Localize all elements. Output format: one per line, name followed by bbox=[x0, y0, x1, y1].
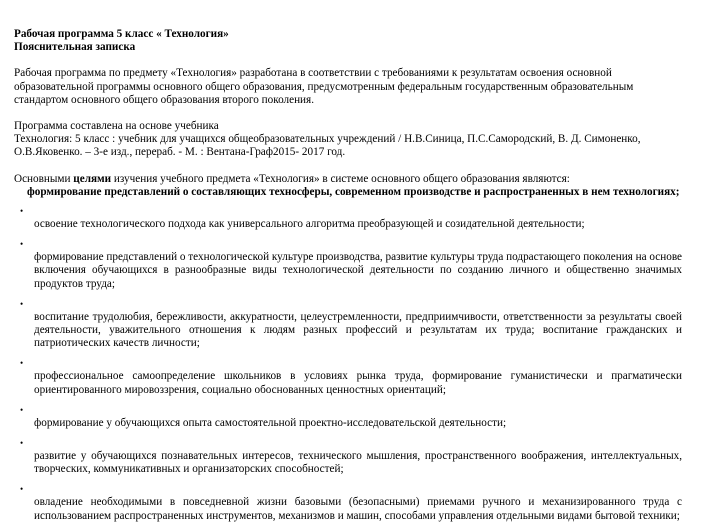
list-item: • овладение необходимыми в повседневной жизни базовыми (безопасными) приемами ручного и механизированного труда с использованием распространенных инструментов, механизмов и машин, способами управления отдельными видами бытовой техники; bbox=[14, 483, 682, 522]
bullet-icon: • bbox=[20, 404, 24, 415]
bullet-icon: • bbox=[20, 239, 24, 250]
goals-keyword: целями bbox=[73, 172, 112, 185]
goals-intro: Основными целями изучения учебного предмета «Технология» в системе основного общего образования являются: bbox=[14, 172, 570, 185]
list-item: • формирование представлений о технологической культуре производства, развитие культуры труда подрастающего поколения на основе включения обучающихся в разнообразные виды технологической деятельности по созданию личного и общественно значимых продуктов труда; bbox=[14, 238, 682, 291]
intro-paragraph: Рабочая программа по предмету «Технология» разработана в соответствии с требованиями к результатам освоения основной образовательной программы основного общего образования, предусмотренным федеральным государственным образовательным стандартом основного общего образования второго поколения. bbox=[14, 67, 634, 106]
bullet-icon: • bbox=[20, 206, 24, 217]
doc-title: Рабочая программа 5 класс « Технология» bbox=[14, 28, 229, 40]
textbook-heading: Программа составлена на основе учебника bbox=[14, 120, 219, 133]
bullet-icon: • bbox=[20, 298, 24, 309]
bullet-icon: • bbox=[20, 484, 24, 495]
list-item: • воспитание трудолюбия, бережливости, аккуратности, целеустремленности, предприимчивости, ответственности за результаты своей деятельности, уважительного отношения к людям разных профессий и результатам их труда; воспитание гражданских и патриотических качеств личности; bbox=[14, 298, 682, 351]
bullet-icon: • bbox=[20, 358, 24, 369]
bullet-icon: • bbox=[20, 438, 24, 449]
doc-subtitle: Пояснительная записка bbox=[14, 41, 136, 54]
goals-list bbox=[14, 205, 682, 523]
list-item: • развитие у обучающихся познавательных интересов, технического мышления, пространственного воображения, интеллектуальных, творческих, коммуникативных и организаторских способностей; bbox=[14, 437, 682, 476]
main-goal: формирование представлений о составляющих техносферы, современном производстве и распространенных в нем технологиях; bbox=[27, 185, 680, 198]
textbook-reference: Технология: 5 класс : учебник для учащихся общеобразовательных учреждений / Н.В.Синица, П.С.Самородский, В. Д. Симоненко, О.В.Яковенко. – 3-е изд., перераб. - М. : Вентана-Граф2015- 2017 год. bbox=[14, 133, 641, 159]
list-item: • профессиональное самоопределение школьников в условиях рынка труда, формирование гуманистически и прагматически ориентированного мировоззрения, социально обоснованных ценностных ориентаций; bbox=[14, 357, 682, 396]
list-item: • освоение технологического подхода как универсального алгоритма преобразующей и созидательной деятельности; bbox=[14, 205, 682, 231]
list-item: • формирование у обучающихся опыта самостоятельной проектно-исследовательской деятельности; bbox=[14, 404, 682, 430]
